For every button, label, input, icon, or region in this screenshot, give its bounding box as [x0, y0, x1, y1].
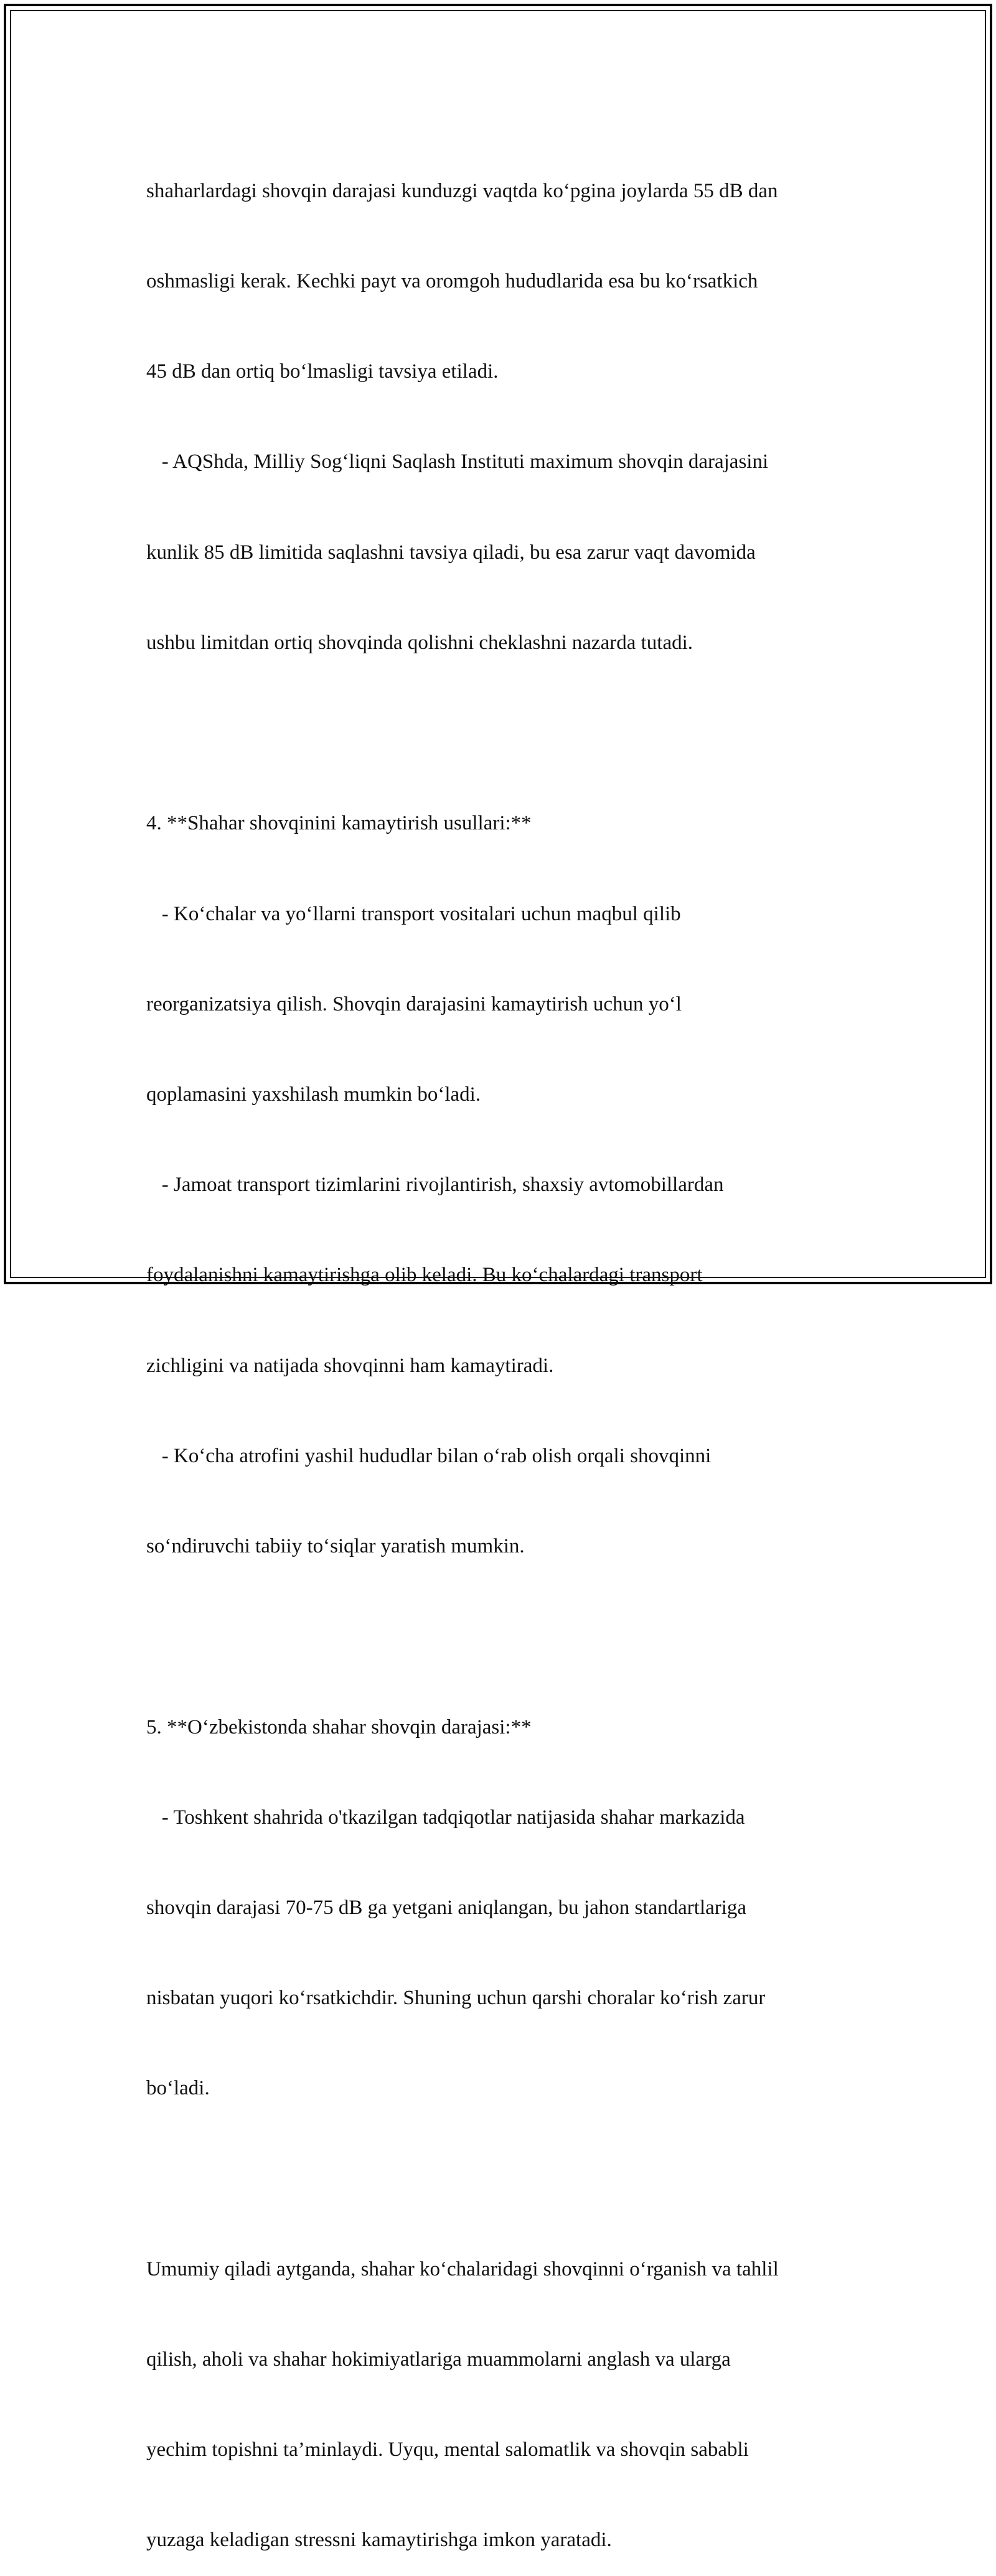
text-line: zichligini va natijada shovqinni ham kamaytiradi. — [146, 1354, 554, 1377]
text-line: kunlik 85 dB limitida saqlashni tavsiya qiladi, bu esa zarur vaqt davomida — [146, 541, 756, 564]
document-body — [146, 116, 856, 2576]
text-line: Umumiy qiladi aytganda, shahar ko‘chalaridagi shovqinni o‘rganish va tahlil — [146, 2257, 779, 2280]
text-line: nisbatan yuqori ko‘rsatkichdir. Shuning uchun qarshi choralar ko‘rish zarur — [146, 1987, 766, 2010]
text-line: ushbu limitdan ortiq shovqinda qolishni cheklashni nazarda tutadi. — [146, 631, 693, 654]
text-line: - Ko‘chalar va yo‘llarni transport vositalari uchun maqbul qilib — [146, 902, 681, 925]
text-line: bo‘ladi. — [146, 2077, 210, 2100]
paragraph-noise-standards — [146, 116, 856, 718]
paragraph-conclusion — [146, 2194, 856, 2576]
text-line: shaharlardagi shovqin darajasi kunduzgi vaqtda ko‘pgina joylarda 55 dB dan — [146, 179, 778, 202]
section-heading: 4. **Shahar shovqinini kamaytirish usullari:** — [146, 812, 532, 835]
text-line: shovqin darajasi 70-75 dB ga yetgani aniqlangan, bu jahon standartlariga — [146, 1896, 747, 1919]
paragraph-spacer — [146, 1622, 856, 1651]
section-noise-reduction-methods — [146, 749, 856, 1622]
text-line: yuzaga keladigan stressni kamaytirishga imkon yaratadi. — [146, 2529, 612, 2552]
text-line: - Ko‘cha atrofini yashil hududlar bilan o‘rab olish orqali shovqinni — [146, 1444, 712, 1467]
text-line: yechim topishni ta’minlaydi. Uyqu, mental salomatlik va shovqin sababli — [146, 2438, 749, 2462]
text-line: qilish, aholi va shahar hokimiyatlariga muammolarni anglash va ularga — [146, 2348, 731, 2371]
text-line: - AQShda, Milliy Sog‘liqni Saqlash Instituti maximum shovqin darajasini — [146, 450, 769, 474]
text-line: so‘ndiruvchi tabiiy to‘siqlar yaratish mumkin. — [146, 1535, 525, 1558]
text-line: 45 dB dan ortiq bo‘lmasligi tavsiya etiladi. — [146, 360, 499, 383]
text-line: oshmasligi kerak. Kechki payt va oromgoh hududlarida esa bu ko‘rsatkich — [146, 270, 758, 293]
text-line: reorganizatsiya qilish. Shovqin darajasini kamaytirish uchun yo‘l — [146, 992, 682, 1015]
paragraph-spacer — [146, 2164, 856, 2194]
section-heading: 5. **O‘zbekistonda shahar shovqin darajasi:** — [146, 1715, 532, 1738]
text-line: foydalanishni kamaytirishga olib keladi. Bu ko‘chalardagi transport — [146, 1264, 703, 1287]
text-line: qoplamasini yaxshilash mumkin bo‘ladi. — [146, 1083, 481, 1106]
section-uzbekistan-noise-level — [146, 1652, 856, 2164]
text-line: - Jamoat transport tizimlarini rivojlantirish, shaxsiy avtomobillardan — [146, 1174, 724, 1197]
paragraph-spacer — [146, 718, 856, 748]
text-line: - Toshkent shahrida o'tkazilgan tadqiqotlar natijasida shahar markazida — [146, 1806, 745, 1829]
